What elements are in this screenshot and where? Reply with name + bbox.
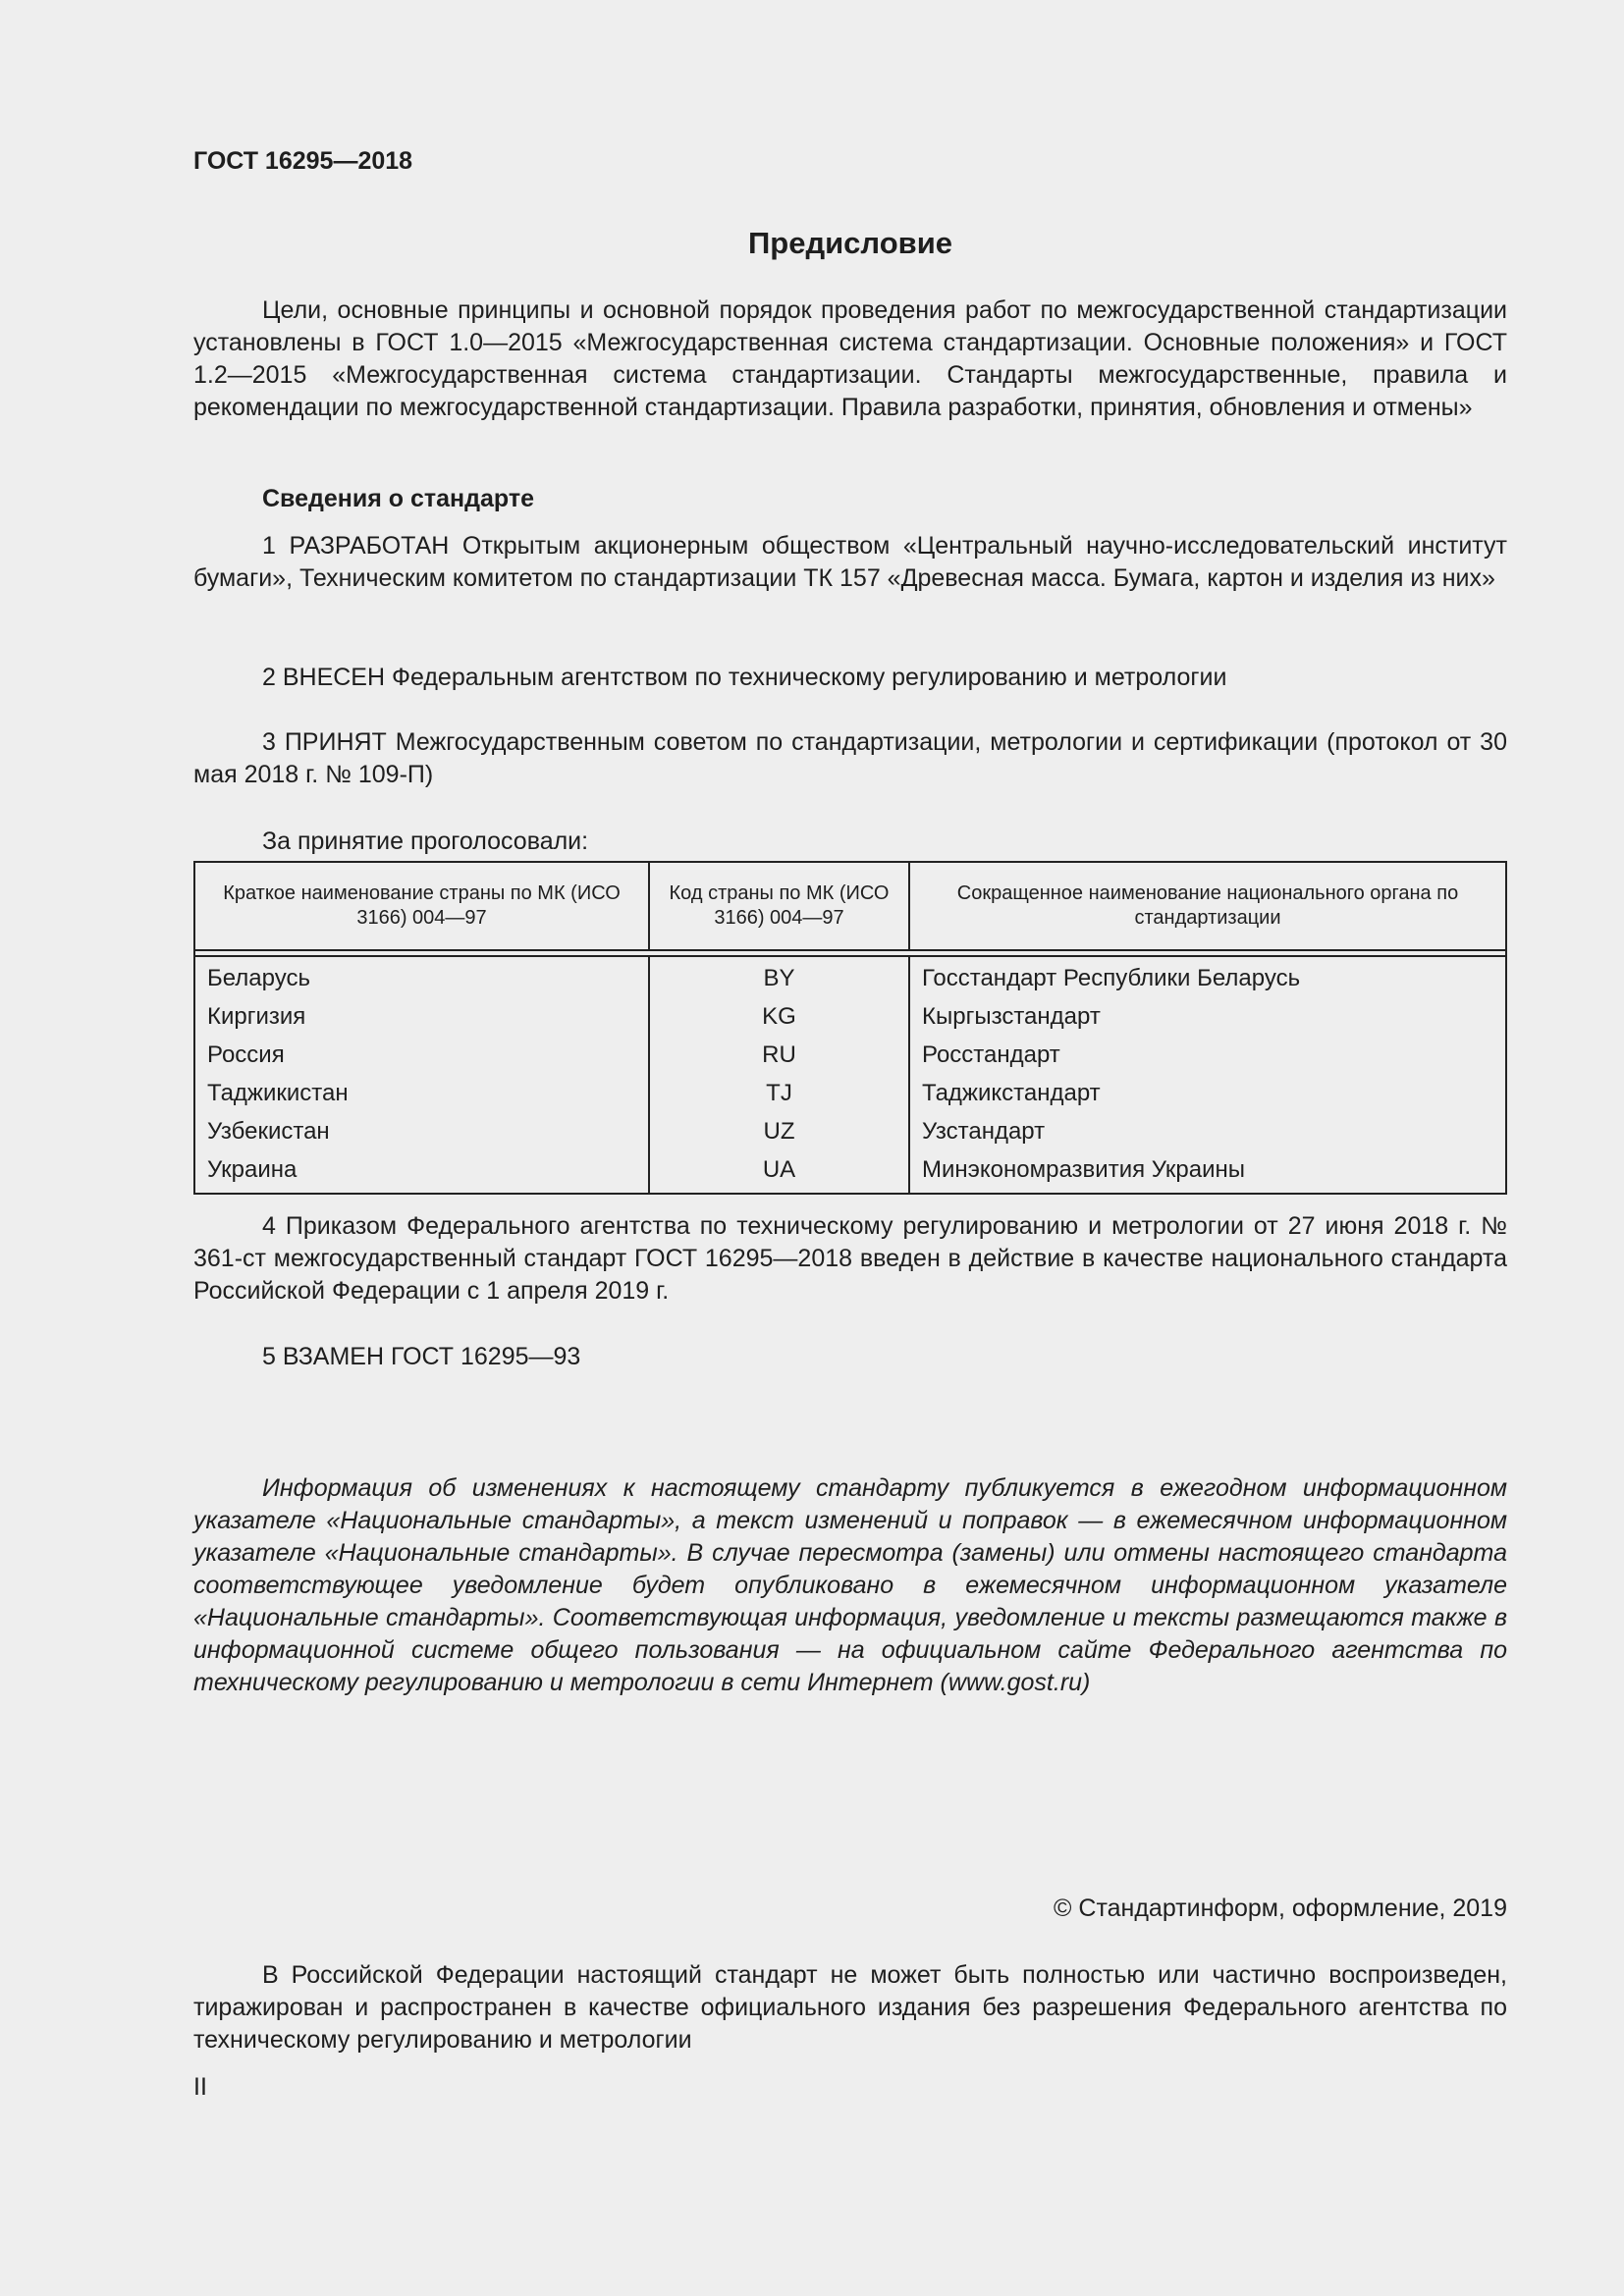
table-cell: Узбекистан [207, 1118, 330, 1145]
table-cell: Росстандарт [922, 1041, 1060, 1068]
item-enacted: 4 Приказом Федерального агентства по техническому регулированию и метрологии от 27 июня 2018 г. № 361-ст межгосударственный стандарт ГОСТ 16295—2018 введен в действие в качестве национального стандарта Российской Федерации с 1 апреля 2019 г. [193, 1212, 1507, 1305]
table-cell: Киргизия [207, 1003, 306, 1030]
table-cell: UA [762, 1156, 796, 1183]
column-country-name [195, 957, 650, 1193]
table-cell: TJ [766, 1080, 792, 1106]
item-adopted: 3 ПРИНЯТ Межгосударственным советом по стандартизации, метрологии и сертификации (протокол от 30 мая 2018 г. № 109-П) [193, 728, 1507, 788]
table-cell: Украина [207, 1156, 298, 1183]
table-cell: Минэкономразвития Украины [922, 1156, 1246, 1183]
header-country-code: Код страны по МК (ИСО 3166) 004—97 [650, 863, 910, 949]
table-cell: UZ [763, 1118, 795, 1145]
header-country-name: Краткое наименование страны по МК (ИСО 3166) 004—97 [195, 863, 650, 949]
page-title: Предисловие [747, 226, 952, 260]
column-country-code [650, 957, 910, 1193]
table-cell: KG [762, 1003, 796, 1030]
document-page [193, 0, 1507, 2296]
section-heading: Сведения о стандарте [262, 485, 535, 512]
item-replaces: 5 ВЗАМЕН ГОСТ 16295—93 [262, 1343, 581, 1370]
rights-notice: В Российской Федерации настоящий стандарт не может быть полностью или частично воспроизведен, тиражирован и распространен в качестве официального издания без разрешения Федерального агентства по техническому регулированию и метрологии [193, 1961, 1507, 2054]
vote-table-header [195, 863, 1505, 951]
item-introduced: 2 ВНЕСЕН Федеральным агентством по техническому регулированию и метрологии [262, 664, 1227, 691]
item-developed: 1 РАЗРАБОТАН Открытым акционерным обществом «Центральный научно-исследовательский институт бумаги», Техническим комитетом по стандартизации ТК 157 «Древесная масса. Бумага, картон и изделия из них» [193, 532, 1507, 592]
header-standards-body: Сокращенное наименование национального органа по стандартизации [956, 882, 1459, 929]
document-code: ГОСТ 16295—2018 [193, 147, 413, 175]
info-notice: Информация об изменениях к настоящему стандарту публикуется в ежегодном информационном указателе «Национальные стандарты», а текст изменений и поправок — в ежемесячном информационном указателе «Национальные стандарты». В случае пересмотра (замены) или отмены настоящего стандарта соответствующее уведомление будет опубликовано в ежемесячном информационном указателе «Национальные стандарты». Соответствующая информация, уведомление и тексты размещаются также в информационной системе общего пользования — на официальном сайте Федерального агентства по техническому регулированию и метрологии в сети Интернет (www.gost.ru) [193, 1474, 1507, 1696]
table-cell: Госстандарт Республики Беларусь [922, 965, 1301, 991]
table-cell: Россия [207, 1041, 285, 1068]
vote-caption: За принятие проголосовали: [262, 828, 589, 855]
table-cell: Кыргызстандарт [922, 1003, 1101, 1030]
table-cell: Таджикстандарт [922, 1080, 1101, 1106]
table-cell: Узстандарт [922, 1118, 1046, 1145]
copyright-line: © Стандартинформ, оформление, 2019 [1054, 1895, 1507, 1922]
table-cell: Таджикистан [207, 1080, 349, 1106]
page-number: II [193, 2073, 207, 2101]
table-cell: Беларусь [207, 965, 310, 991]
intro-paragraph: Цели, основные принципы и основной порядок проведения работ по межгосударственной стандартизации установлены в ГОСТ 1.0—2015 «Межгосударственная система стандартизации. Основные положения» и ГОСТ 1.2—2015 «Межгосударственная система стандартизации. Стандарты межгосударственные, правила и рекомендации по межгосударственной стандартизации. Правила разработки, принятия, обновления и отмены» [193, 296, 1507, 421]
vote-table-body [195, 955, 1505, 1193]
table-cell: BY [763, 965, 795, 991]
vote-table [193, 861, 1507, 1195]
table-cell: RU [762, 1041, 796, 1068]
column-standards-body [910, 957, 1505, 1193]
